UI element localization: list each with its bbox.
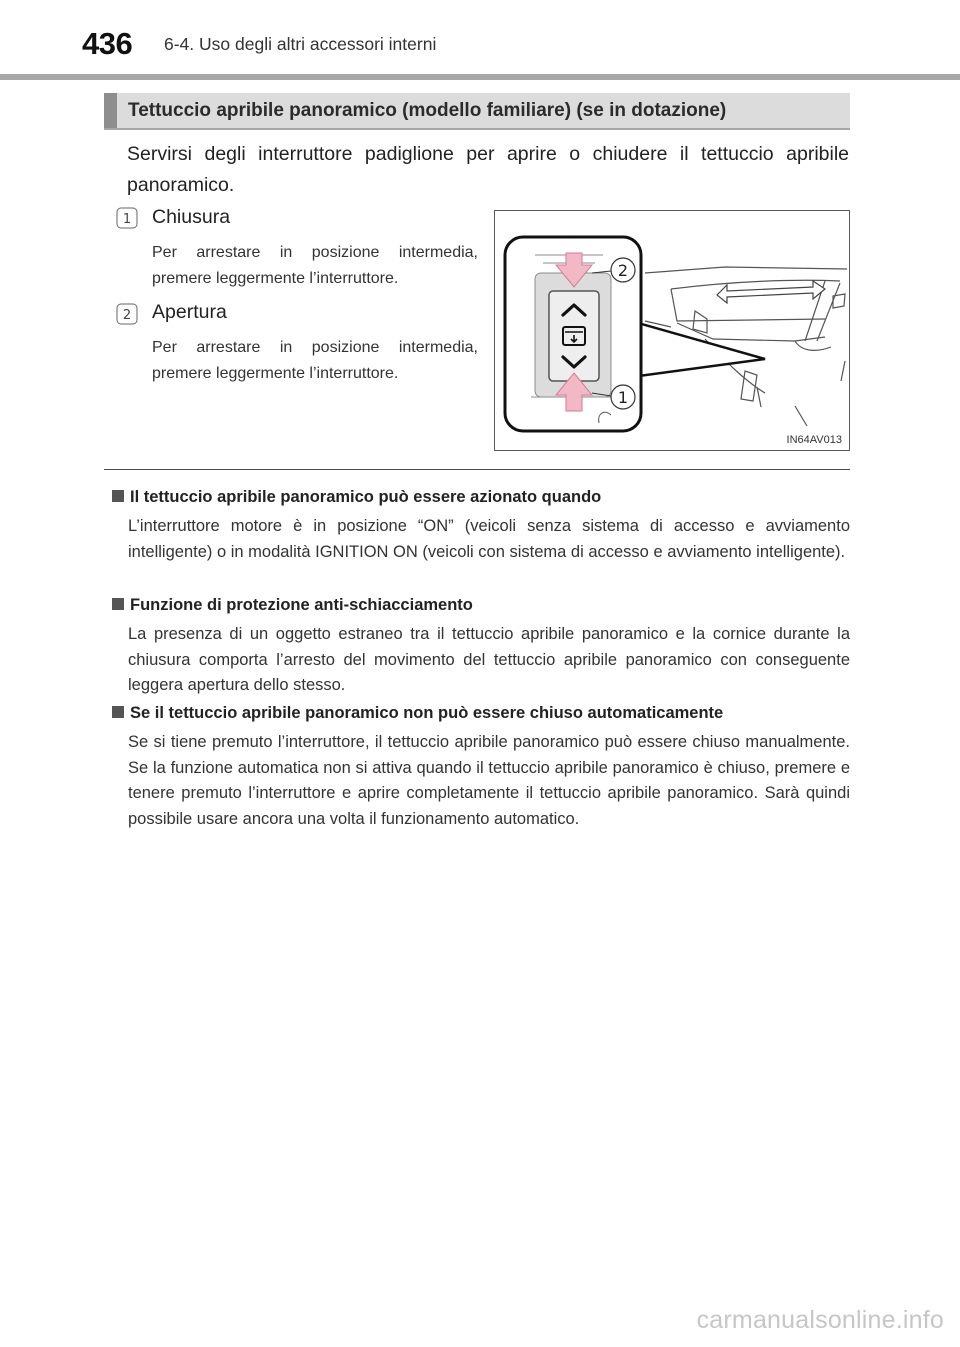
section-divider [104,469,850,470]
note-heading [112,701,850,725]
item-label-apertura: Apertura [152,301,227,323]
note-quando [112,485,850,565]
watermark: carmanualsonline.info [696,1306,944,1334]
note-heading-text: Il tettuccio apribile panoramico può essere azionato quando [130,488,602,506]
item-number-2: 2 [122,308,132,323]
section-heading-bar [104,93,117,128]
note-heading-text: Funzione di protezione anti-schiacciamento [130,596,473,614]
intro-paragraph: Servirsi degli interruttore padiglione per aprire o chiudere il tettuccio apribile panoramico. [127,143,849,196]
item-number-badge-2 [116,303,138,325]
note-chiusura-manuale [112,701,850,832]
callout-label-1: 1 [617,388,629,407]
item-number-1: 1 [122,212,132,227]
item-description-apertura: Per arrestare in posizione intermedia, premere leggermente l’interruttore. [152,339,478,382]
item-description-chiusura: Per arrestare in posizione intermedia, premere leggermente l’interruttore. [152,244,478,287]
note-text: L’interruttore motore è in posizione “ON” (veicoli senza sistema di accesso e avviamento intelligente) o in modalità IGNITION ON (veicoli con sistema di accesso e avviamento intelligente). [128,517,850,561]
figure-code: IN64AV013 [786,434,842,446]
square-bullet-icon [112,598,124,610]
note-heading [112,485,850,509]
item-label-chiusura: Chiusura [152,206,231,228]
square-bullet-icon [112,706,124,718]
note-text: La presenza di un oggetto estraneo tra il tettuccio apribile panoramico e la cornice durante la chiusura comporta l’arresto del movimento del tettuccio apribile panoramico con conseguente leggera apertura dello stesso. [128,625,850,694]
note-heading-text: Se il tettuccio apribile panoramico non può essere chiuso automaticamente [130,704,724,722]
illustration-svg [495,211,850,451]
item-number-badge-1 [116,207,138,229]
page-number: 436 [82,26,133,61]
section-title: Tettuccio apribile panoramico (modello familiare) (se in dotazione) [128,100,727,121]
sliding-direction-arrow [717,281,825,303]
header-rule [0,74,960,80]
running-header: 6-4. Uso degli altri accessori interni [164,34,437,54]
square-bullet-icon [112,490,124,502]
section-heading [104,93,850,130]
note-text: Se si tiene premuto l’interruttore, il tettuccio apribile panoramico può essere chiuso manualmente. Se la funzione automatica non si attiva quando il tettuccio apribile panoramico è chiuso, premere e tenere premuto l’interruttore e aprire completamente il tettuccio apribile panoramico. Sarà quindi possibile usare ancora una volta il funzionamento automatico. [128,733,850,828]
callout-label-2: 2 [617,261,629,280]
note-heading [112,593,850,617]
note-anti-schiacciamento [112,593,850,699]
sunroof-switch-illustration [494,210,850,451]
